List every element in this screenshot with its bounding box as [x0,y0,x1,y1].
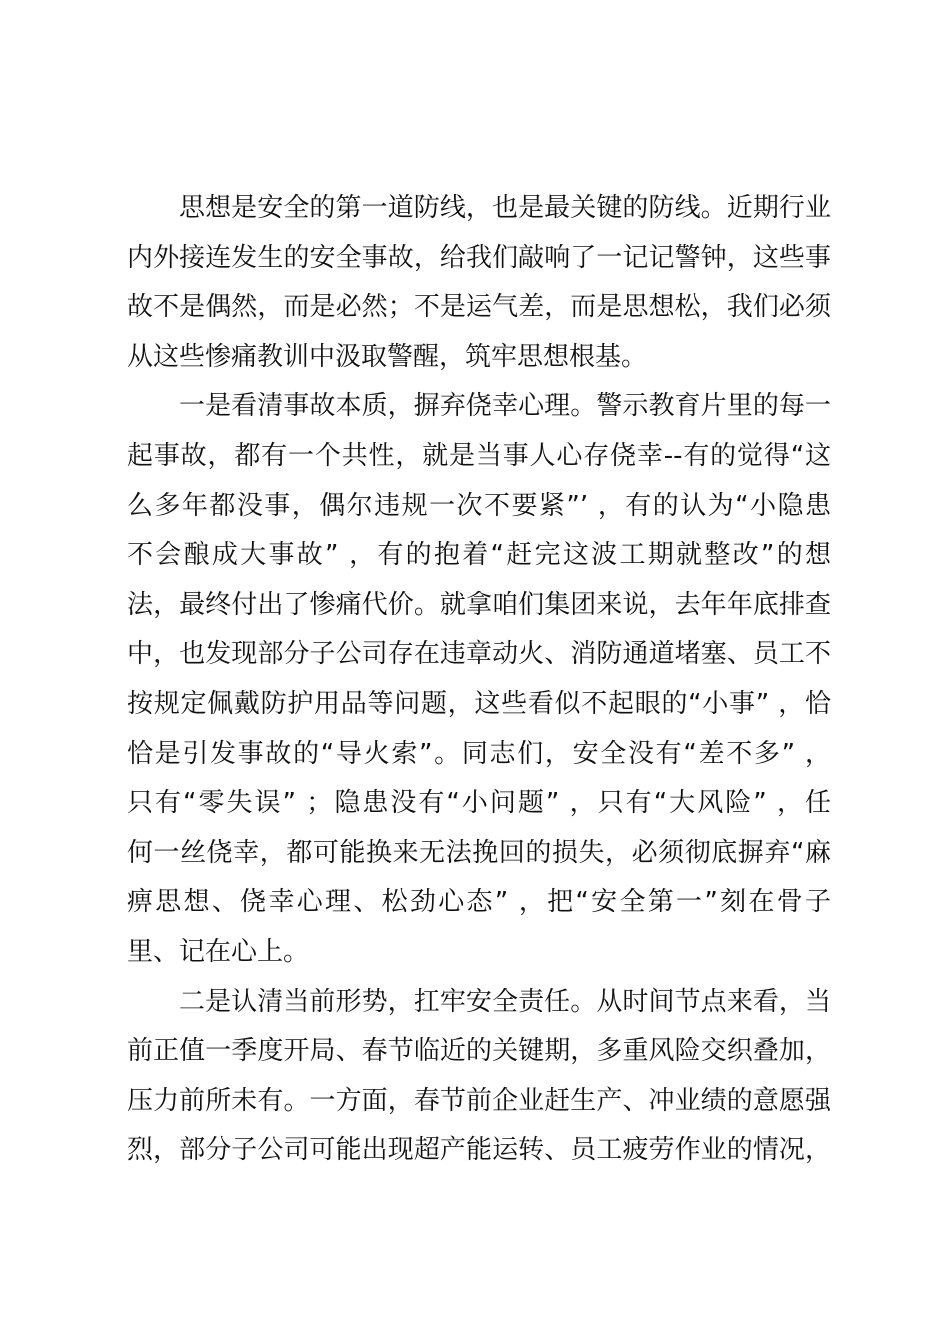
text-line: 中，也发现部分子公司存在违章动火、消防通道堵塞、员工不 [127,639,831,670]
text-line: 按规定佩戴防护用品等问题，这些看似不起眼的“小事” ，恰 [127,688,831,719]
text-line: 何一丝侥幸，都可能换来无法挽回的损失，必须彻底摒弃“麻 [127,837,831,868]
paragraph-point-two [127,978,831,1176]
text-line: 压力前所未有。一方面，春节前企业赶生产、冲业绩的意愿强 [127,1085,831,1116]
text-line: 起事故，都有一个共性，就是当事人心存侥幸--有的觉得“这 [127,440,831,471]
paragraph-point-one [127,382,831,977]
text-line: 法，最终付出了惨痛代价。就拿咱们集团来说，去年年底排查 [127,589,831,620]
text-line: 恰是引发事故的“导火索”。同志们，安全没有“差不多” ， [127,738,831,769]
text-line: 思想是安全的第一道防线，也是最关键的防线。近期行业 [179,193,831,223]
text-line: 只有“零失误” ；隐患没有“小问题” ，只有“大风险” ，任 [127,788,831,819]
text-line: 故不是偶然，而是必然；不是运气差，而是思想松，我们必须 [127,292,831,323]
text-line: 一是看清事故本质，摒弃侥幸心理。警示教育片里的每一 [179,391,831,422]
text-line: 烈，部分子公司可能出现超产能运转、员工疲劳作业的情况， [127,1135,831,1166]
text-line: 痹思想、侥幸心理、松劲心态” ，把“安全第一”刻在骨子 [127,887,831,918]
text-line: 不会酿成大事故” ，有的抱着“赶完这波工期就整改”的想 [127,540,831,571]
text-line: 从这些惨痛教训中汲取警醒，筑牢思想根基。 [127,341,648,372]
text-line: 二是认清当前形势，扛牢安全责任。从时间节点来看，当 [179,986,831,1017]
document-body [127,184,831,1176]
text-line: 内外接连发生的安全事故，给我们敲响了一记记警钟，这些事 [127,242,831,273]
text-line: 里、记在心上。 [127,936,310,967]
paragraph-intro [127,184,831,382]
text-line: 前正值一季度开局、春节临近的关键期，多重风险交织叠加， [127,1036,831,1067]
text-line: 么多年都没事，偶尔违规一次不要紧”’ ，有的认为“小隐患 [127,490,831,521]
